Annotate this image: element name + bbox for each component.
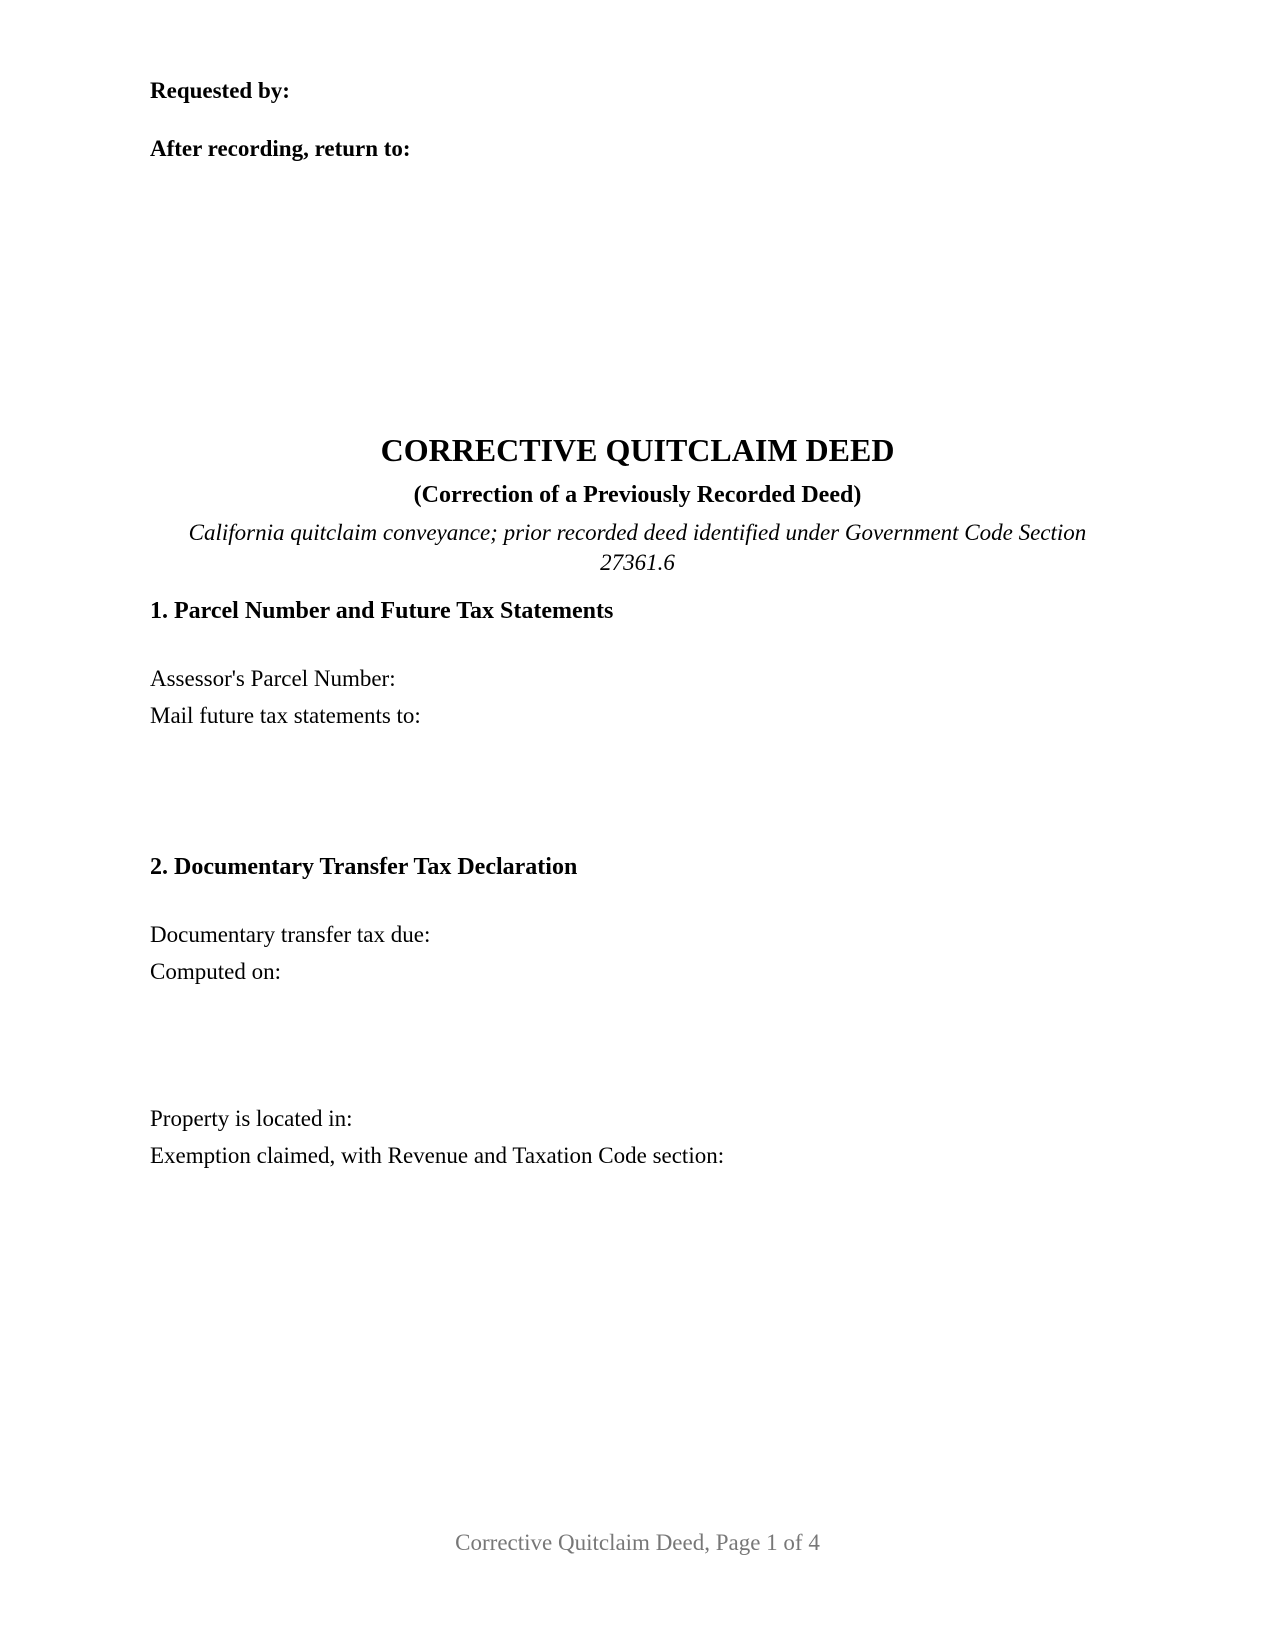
apn-label: Assessor's Parcel Number: — [150, 666, 396, 691]
document-subtitle: (Correction of a Previously Recorded Deed) — [413, 482, 862, 508]
mail-tax-statements-label: Mail future tax statements to: — [150, 703, 421, 728]
computed-on-label: Computed on: — [150, 959, 281, 984]
page-footer: Corrective Quitclaim Deed, Page 1 of 4 — [455, 1530, 820, 1555]
property-location-label: Property is located in: — [150, 1106, 353, 1131]
section-2-heading: 2. Documentary Transfer Tax Declaration — [150, 854, 578, 880]
exemption-claimed-label: Exemption claimed, with Revenue and Taxation Code section: — [150, 1143, 725, 1168]
document-intro: California quitclaim conveyance; prior recorded deed identified under Government Code Section 27361.6 — [188, 520, 1087, 575]
section-1-heading: 1. Parcel Number and Future Tax Statements — [150, 598, 614, 624]
return-to-label: After recording, return to: — [150, 136, 411, 161]
document-title: CORRECTIVE QUITCLAIM DEED — [380, 432, 895, 468]
transfer-tax-due-label: Documentary transfer tax due: — [150, 922, 431, 947]
requested-by-label: Requested by: — [150, 78, 290, 103]
